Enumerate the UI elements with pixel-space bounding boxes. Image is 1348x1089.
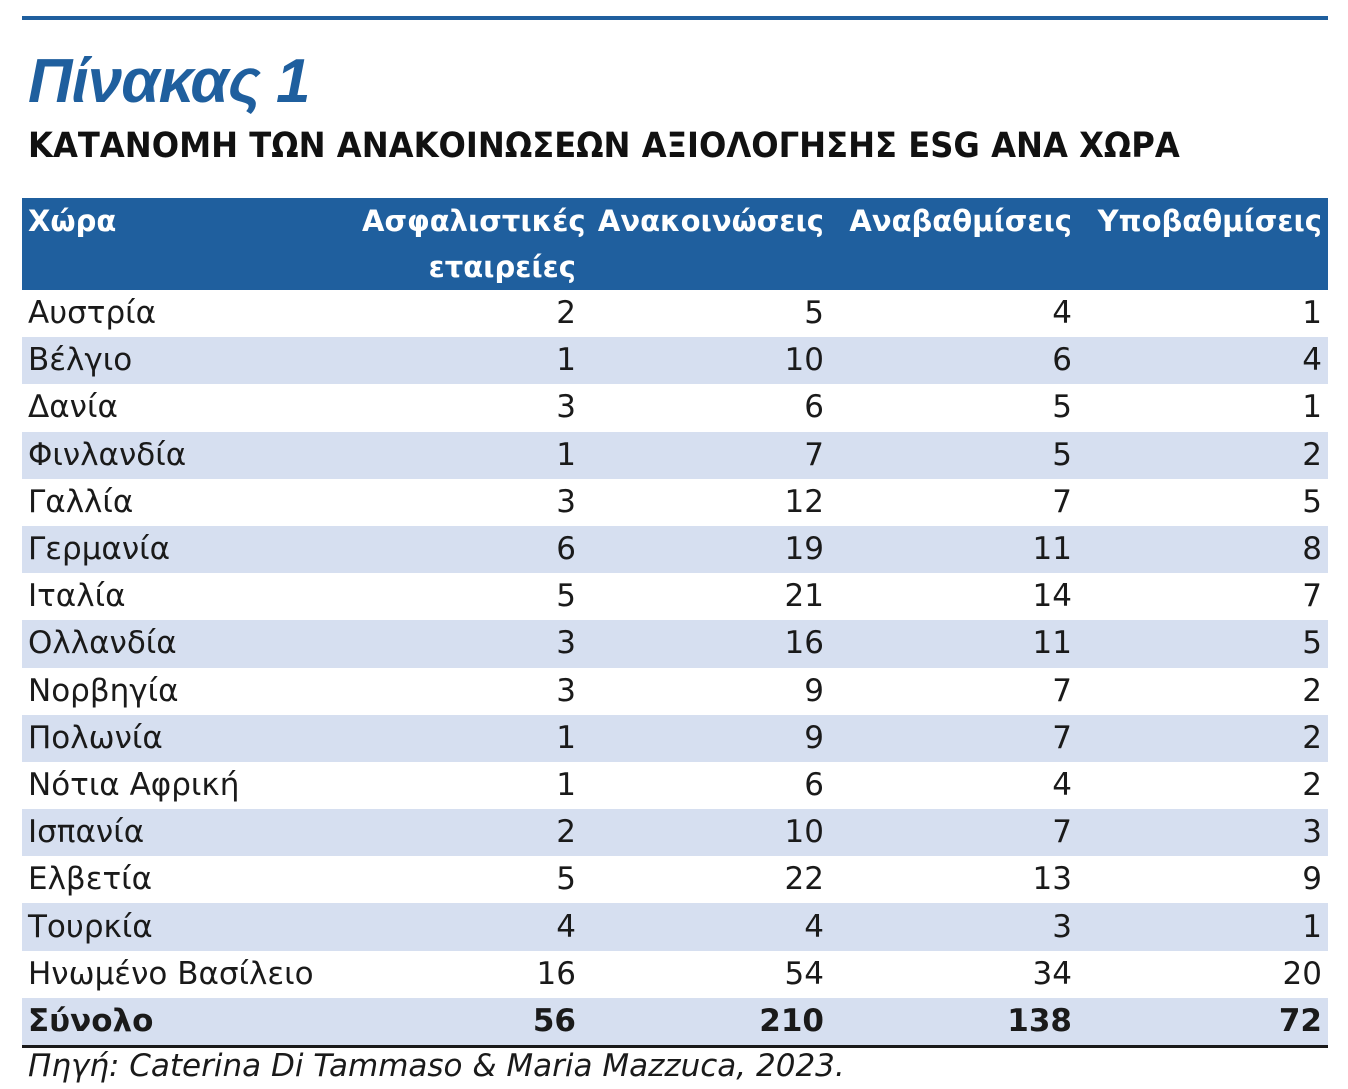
header-insurers-line2: εταιρείες — [428, 250, 576, 284]
cell-downgrades: 1 — [1078, 903, 1328, 950]
esg-announcements-table — [22, 198, 1328, 1048]
cell-country: Δανία — [28, 389, 118, 426]
header-insurers-line1: Ασφαλιστικές — [362, 204, 586, 238]
cell-downgrades: 3 — [1078, 809, 1328, 856]
cell-upgrades: 7 — [830, 715, 1078, 762]
cell-country: Φινλανδία — [22, 432, 356, 479]
total-announcements: 210 — [582, 998, 830, 1047]
cell-insurers: 3 — [356, 620, 582, 667]
table-row — [22, 573, 1328, 620]
cell-announcements: 16 — [582, 620, 830, 667]
table-row — [22, 762, 1328, 809]
cell-upgrades: 7 — [830, 809, 1078, 856]
cell-insurers: 4 — [356, 903, 582, 950]
table-row — [22, 526, 1328, 573]
table-row — [22, 290, 1328, 337]
cell-upgrades: 11 — [830, 620, 1078, 667]
cell-upgrades: 11 — [830, 526, 1078, 573]
cell-insurers: 6 — [356, 526, 582, 573]
table-row — [22, 715, 1328, 762]
cell-announcements: 22 — [784, 861, 824, 898]
cell-announcements: 54 — [784, 955, 824, 992]
table-row — [22, 479, 1328, 526]
table-subtitle: ΚΑΤΑΝΟΜΗ ΤΩΝ ΑΝΑΚΟΙΝΩΣΕΩΝ ΑΞΙΟΛΟΓΗΣΗΣ ESG ΑΝΑ ΧΩΡΑ — [28, 126, 1180, 166]
cell-country: Ηνωμένο Βασίλειο — [28, 955, 314, 992]
total-insurers: 56 — [356, 998, 582, 1047]
table-row — [22, 337, 1328, 384]
header-announcements: Ανακοινώσεις — [582, 198, 830, 290]
cell-upgrades: 7 — [1052, 483, 1072, 520]
cell-announcements: 21 — [784, 578, 824, 615]
cell-upgrades: 4 — [1052, 295, 1072, 332]
table-number-title: Πίνακας 1 — [28, 47, 310, 116]
cell-upgrades: 3 — [830, 903, 1078, 950]
cell-upgrades: 5 — [1052, 389, 1072, 426]
cell-announcements: 6 — [804, 389, 824, 426]
cell-announcements: 10 — [582, 337, 830, 384]
cell-country: Τουρκία — [22, 903, 356, 950]
table-row — [22, 384, 1328, 431]
cell-country: Πολωνία — [22, 715, 356, 762]
cell-upgrades: 13 — [1032, 861, 1072, 898]
cell-country: Αυστρία — [28, 295, 157, 332]
table-header — [22, 198, 1328, 290]
cell-announcements: 9 — [804, 672, 824, 709]
cell-insurers: 2 — [556, 295, 576, 332]
cell-downgrades: 2 — [1078, 715, 1328, 762]
table-row — [22, 951, 1328, 998]
cell-upgrades: 14 — [1032, 578, 1072, 615]
table-row — [22, 856, 1328, 903]
source-note: Πηγή: Caterina Di Tammaso & Maria Mazzuca, 2023. — [28, 1048, 845, 1084]
cell-announcements: 6 — [804, 766, 824, 803]
cell-insurers: 3 — [556, 483, 576, 520]
cell-insurers: 2 — [356, 809, 582, 856]
cell-insurers: 1 — [356, 715, 582, 762]
table-row — [22, 809, 1328, 856]
header-downgrades: Υποβαθμίσεις — [1078, 198, 1328, 290]
cell-announcements: 5 — [804, 295, 824, 332]
table-body — [22, 290, 1328, 1047]
cell-insurers: 3 — [556, 672, 576, 709]
cell-country: Γαλλία — [28, 483, 134, 520]
header-row — [22, 198, 1328, 290]
table-row — [22, 620, 1328, 667]
esg-table-container — [22, 198, 1328, 1048]
cell-insurers: 1 — [356, 337, 582, 384]
cell-insurers: 16 — [536, 955, 576, 992]
header-insurers — [356, 198, 586, 290]
cell-insurers: 5 — [556, 578, 576, 615]
total-upgrades: 138 — [830, 998, 1078, 1047]
cell-announcements: 4 — [582, 903, 830, 950]
cell-downgrades: 9 — [1302, 861, 1322, 898]
cell-downgrades: 20 — [1282, 955, 1322, 992]
cell-insurers: 3 — [556, 389, 576, 426]
cell-insurers: 5 — [556, 861, 576, 898]
cell-upgrades: 5 — [830, 432, 1078, 479]
cell-announcements: 9 — [582, 715, 830, 762]
cell-downgrades: 2 — [1302, 766, 1322, 803]
header-country: Χώρα — [22, 198, 356, 290]
cell-downgrades: 2 — [1078, 432, 1328, 479]
top-rule — [22, 16, 1328, 20]
table-row — [22, 903, 1328, 950]
cell-downgrades: 4 — [1078, 337, 1328, 384]
total-row — [22, 998, 1328, 1047]
cell-country: Ιταλία — [28, 578, 126, 615]
cell-insurers: 1 — [356, 432, 582, 479]
cell-upgrades: 4 — [1052, 766, 1072, 803]
cell-downgrades: 1 — [1302, 295, 1322, 332]
total-downgrades: 72 — [1078, 998, 1328, 1047]
header-upgrades: Αναβαθμίσεις — [830, 198, 1078, 290]
cell-upgrades: 7 — [1052, 672, 1072, 709]
table-row — [22, 432, 1328, 479]
cell-country: Ισπανία — [22, 809, 356, 856]
cell-downgrades: 2 — [1302, 672, 1322, 709]
cell-upgrades: 34 — [1032, 955, 1072, 992]
cell-announcements: 10 — [582, 809, 830, 856]
cell-country: Ολλανδία — [22, 620, 356, 667]
cell-downgrades: 5 — [1078, 620, 1328, 667]
table-row — [22, 668, 1328, 715]
cell-country: Βέλγιο — [22, 337, 356, 384]
cell-downgrades: 1 — [1302, 389, 1322, 426]
cell-announcements: 12 — [784, 483, 824, 520]
cell-country: Ελβετία — [28, 861, 153, 898]
cell-insurers: 1 — [556, 766, 576, 803]
cell-announcements: 7 — [582, 432, 830, 479]
total-label: Σύνολο — [22, 998, 356, 1047]
cell-downgrades: 8 — [1078, 526, 1328, 573]
cell-downgrades: 7 — [1302, 578, 1322, 615]
cell-downgrades: 5 — [1302, 483, 1322, 520]
cell-country: Νότια Αφρική — [28, 766, 240, 803]
cell-country: Νορβηγία — [28, 672, 179, 709]
cell-announcements: 19 — [582, 526, 830, 573]
cell-country: Γερμανία — [22, 526, 356, 573]
cell-upgrades: 6 — [830, 337, 1078, 384]
